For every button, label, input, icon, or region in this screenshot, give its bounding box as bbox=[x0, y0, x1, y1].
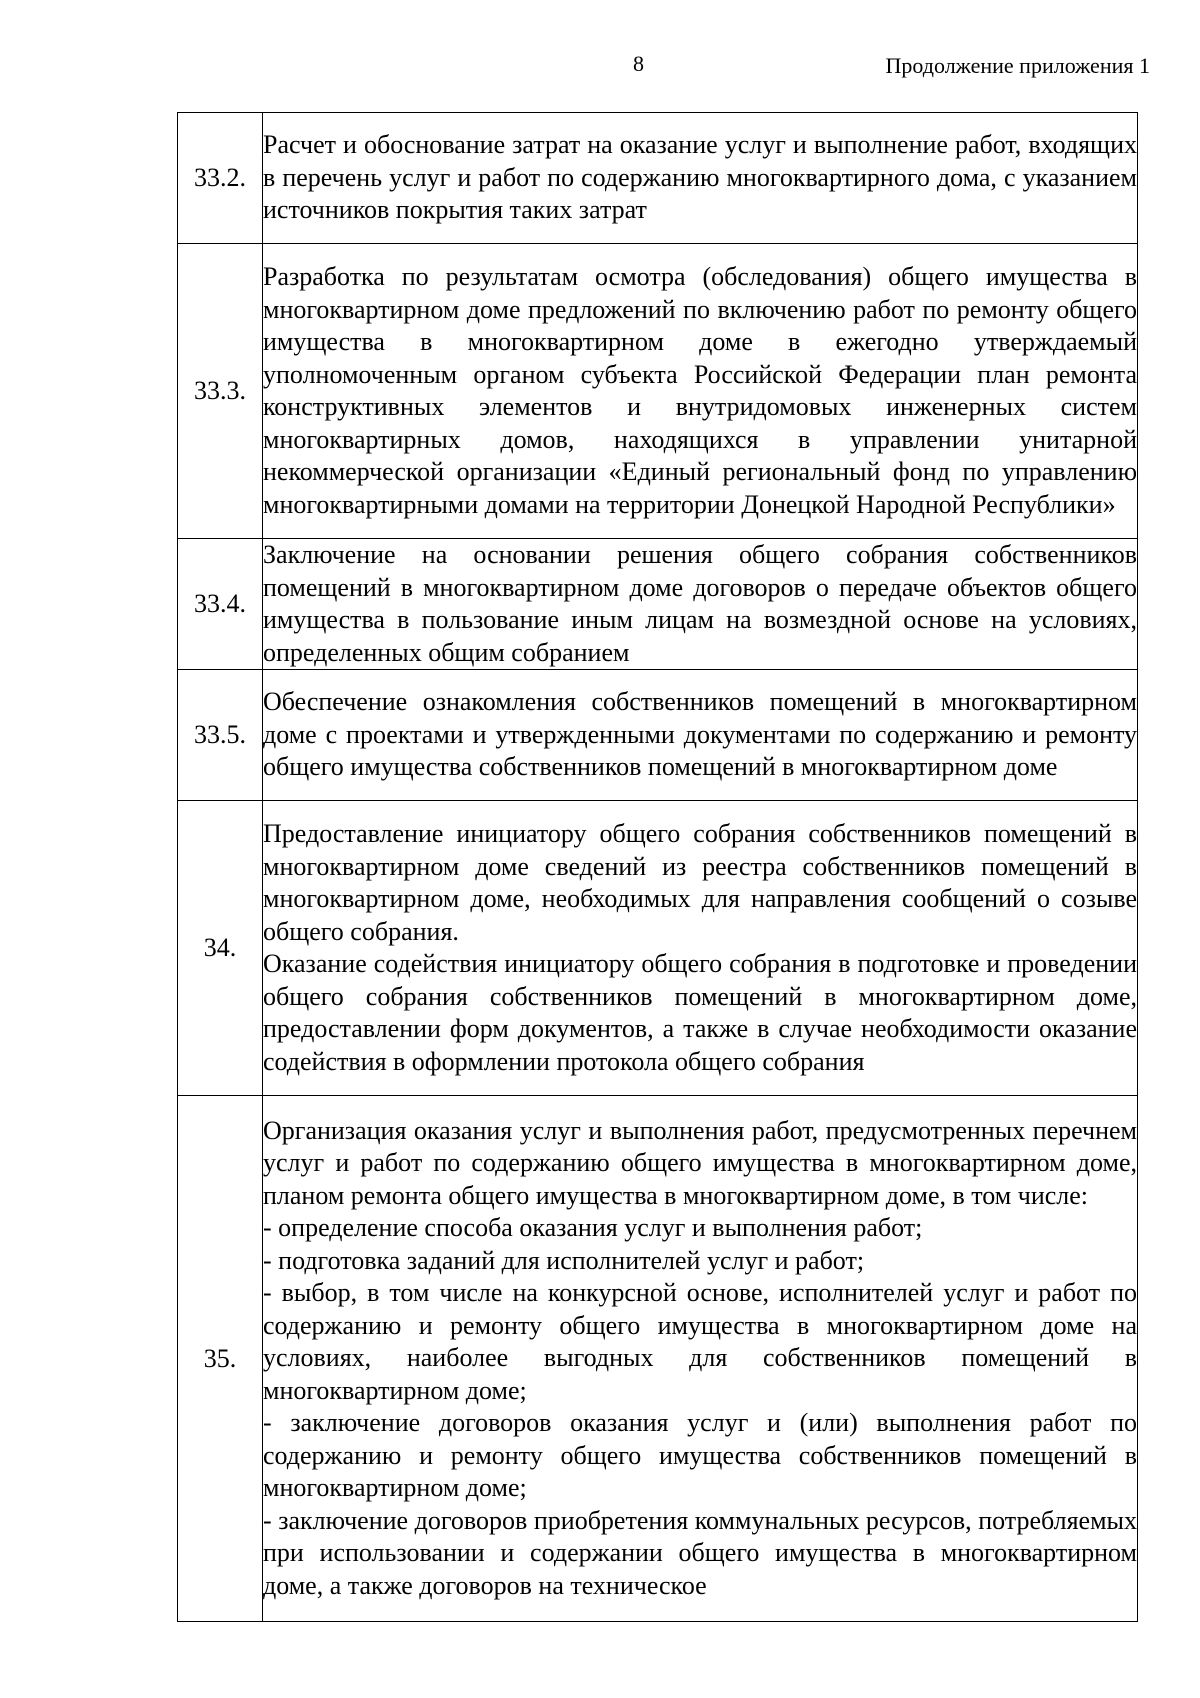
row-number: 35. bbox=[178, 1096, 263, 1622]
services-table bbox=[177, 112, 1138, 1622]
table-row bbox=[178, 801, 1138, 1096]
page-number: 8 bbox=[633, 51, 644, 76]
row-paragraph: Разработка по результатам осмотра (обследования) общего имущества в многоквартирном доме предложений по включению работ по ремонту общего имущества в многоквартирном доме в ежегодно утверждаемый уполномоченным органом субъекта Российской Федерации план ремонта конструктивных элементов и внутридомовых инженерных систем многоквартирных домов, находящихся в управлении унитарной некоммерческой организации «Единый региональный фонд по управлению многоквартирными домами на территории Донецкой Народной Республики» bbox=[263, 262, 1137, 519]
row-number: 34. bbox=[178, 801, 263, 1096]
row-number: 33.5. bbox=[178, 670, 263, 801]
row-content bbox=[263, 244, 1138, 539]
row-content bbox=[263, 539, 1138, 670]
table-row bbox=[178, 244, 1138, 539]
row-paragraph: Организация оказания услуг и выполнения работ, предусмотренных перечнем услуг и работ по содержанию общего имущества в многоквартирном доме, планом ремонта общего имущества в многоквартирном доме, в том числе: bbox=[263, 1115, 1137, 1210]
table-row bbox=[178, 539, 1138, 670]
row-paragraph: - выбор, в том числе на конкурсной основе, исполнителей услуг и работ по содержанию и ремонту общего имущества в многоквартирном доме на условиях, наиболее выгодных для собственников помещений в многоквартирном доме; bbox=[263, 1278, 1137, 1405]
row-content bbox=[263, 801, 1138, 1096]
row-content bbox=[263, 113, 1138, 244]
row-number: 33.2. bbox=[178, 113, 263, 244]
row-number: 33.4. bbox=[178, 539, 263, 670]
table-row bbox=[178, 1096, 1138, 1622]
row-paragraph: Заключение на основании решения общего собрания собственников помещений в многоквартирном доме договоров о передаче объектов общего имущества в пользование иным лицам на возмездной основе на условиях, определенных общим собранием bbox=[263, 540, 1137, 667]
table-row bbox=[178, 113, 1138, 244]
row-content bbox=[263, 670, 1138, 801]
row-paragraph: Оказание содействия инициатору общего собрания в подготовке и проведении общего собрания собственников помещений в многоквартирном доме, предоставлении форм документов, а также в случае необходимости оказание содействия в оформлении протокола общего собрания bbox=[263, 949, 1137, 1076]
row-paragraph: Обеспечение ознакомления собственников помещений в многоквартирном доме с проектами и утвержденными документами по содержанию и ремонту общего имущества собственников помещений в многоквартирном доме bbox=[263, 687, 1137, 782]
header-note: Продолжение приложения 1 bbox=[885, 53, 1150, 78]
row-paragraph: - заключение договоров приобретения коммунальных ресурсов, потребляемых при использовании и содержании общего имущества в многоквартирном доме, а также договоров на техническое bbox=[263, 1505, 1137, 1600]
row-paragraph: - заключение договоров оказания услуг и (или) выполнения работ по содержанию и ремонту общего имущества собственников помещений в многоквартирном доме; bbox=[263, 1408, 1137, 1503]
row-paragraph: Предоставление инициатору общего собрания собственников помещений в многоквартирном доме сведений из реестра собственников помещений в многоквартирном доме, необходимых для направления сообщений о созыве общего собрания. bbox=[263, 819, 1137, 946]
row-paragraph: - определение способа оказания услуг и выполнения работ; bbox=[263, 1213, 923, 1243]
table-row bbox=[178, 670, 1138, 801]
row-content bbox=[263, 1096, 1138, 1622]
row-number: 33.3. bbox=[178, 244, 263, 539]
row-paragraph: Расчет и обоснование затрат на оказание услуг и выполнение работ, входящих в перечень услуг и работ по содержанию многоквартирного дома, с указанием источников покрытия таких затрат bbox=[263, 130, 1137, 225]
row-paragraph: - подготовка заданий для исполнителей услуг и работ; bbox=[263, 1245, 865, 1275]
